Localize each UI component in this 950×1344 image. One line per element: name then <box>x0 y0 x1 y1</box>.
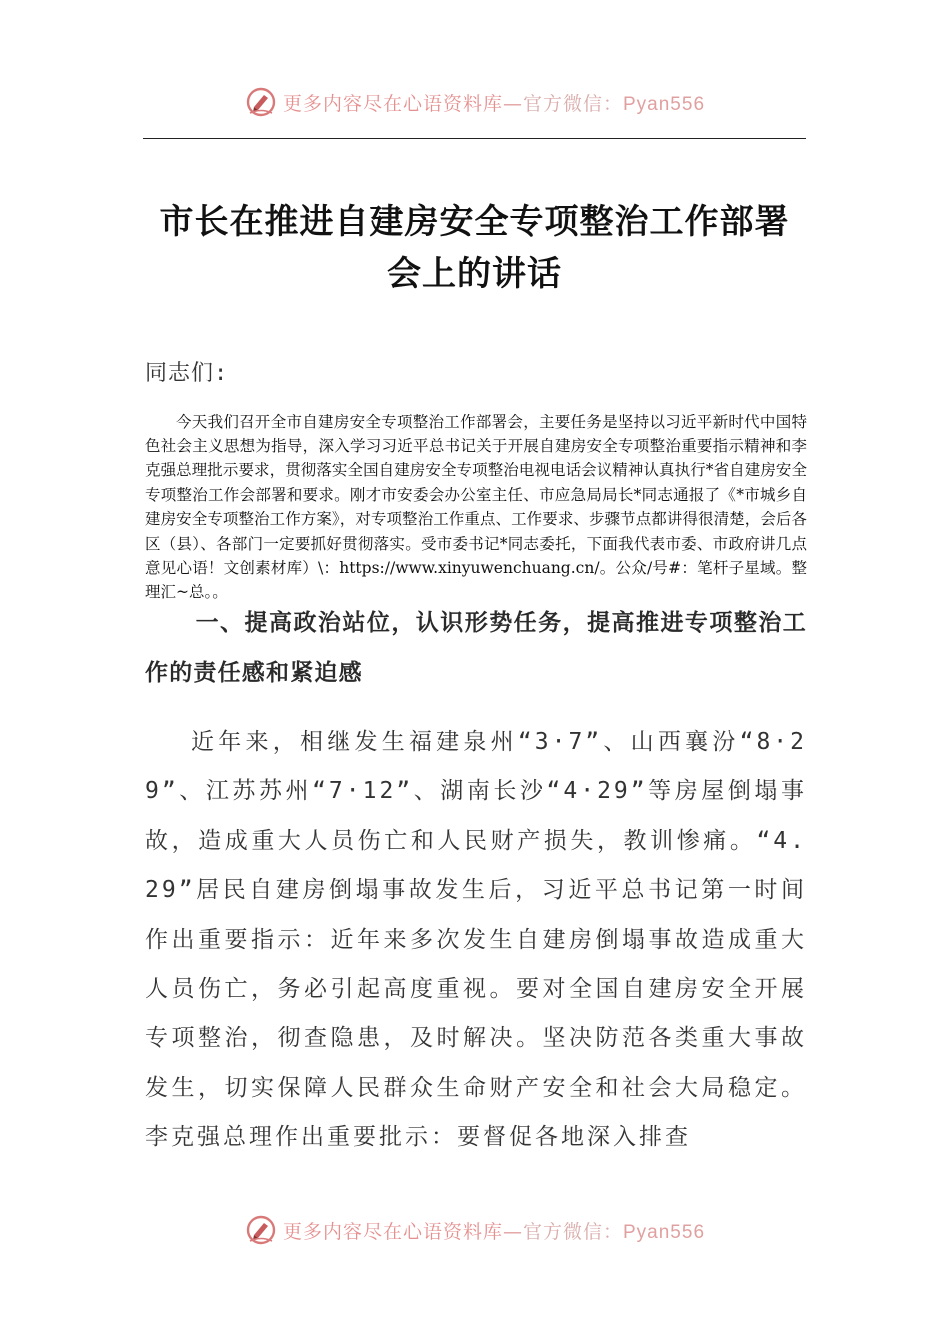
body-paragraph: 近年来，相继发生福建泉州“3·7”、山西襄汾“8·29”、江苏苏州“7·12”、湖南长沙“4·29”等房屋倒塌事故，造成重大人员伤亡和人民财产损失，教训惨痛。“4.29”居民自建房倒塌事故发生后，习近平总书记第一时间作出重要指示：近年来多次发生自建房倒塌事故造成重大人员伤亡，务必引起高度重视。要对全国自建房安全开展专项整治，彻查隐患，及时解决。坚决防范各类重大事故发生，切实保障人民群众生命财产安全和社会大局稳定。李克强总理作出重要批示：要督促各地深入排查 <box>145 729 807 1151</box>
banner-slogan: 更多内容尽在心语资料库 <box>282 1220 503 1243</box>
pen-writing-logo-icon <box>245 86 277 118</box>
title-line-1: 市长在推进自建房安全专项整治工作部署 <box>159 202 790 242</box>
title-line-2: 会上的讲话 <box>387 254 562 294</box>
header-banner-text <box>283 89 705 116</box>
footer-banner-text <box>283 1217 705 1244</box>
header-banner <box>0 82 950 122</box>
banner-dash: — <box>502 1220 523 1243</box>
document-title <box>143 196 806 300</box>
banner-slogan: 更多内容尽在心语资料库 <box>282 92 503 115</box>
intro-paragraph: 今天我们召开全市自建房安全专项整治工作部署会，主要任务是坚持以习近平新时代中国特色社会主义思想为指导，深入学习习近平总书记关于开展自建房安全专项整治重要指示精神和李克强总理批示要求，贯彻落实全国自建房安全专项整治电视电话会议精神认真执行*省自建房安全专项整治工作会部署和要求。刚才市安委会办公室主任、市应急局局长*同志通报了《*市城乡自建房安全专项整治工作方案》，对专项整治工作重点、工作要求、步骤节点都讲得很清楚，会后各区（县）、各部门一定要抓好贯彻落实。受市委书记*同志委托，下面我代表市委、市政府讲几点意见心语！文创素材库）\：https://www.xinyuwenchuang.cn/。公众/号#：笔杆子星域。整理汇~总。。 <box>145 412 807 602</box>
banner-wechat-label: 官方微信： <box>522 1220 623 1243</box>
banner-dash: — <box>502 92 523 115</box>
header-divider <box>143 138 806 139</box>
section-heading: 一、提高政治站位，认识形势任务，提高推进专项整治工作的责任感和紧迫感 <box>145 610 807 686</box>
banner-wechat-id: Pyan556 <box>623 93 706 115</box>
banner-wechat-label: 官方微信： <box>522 92 623 115</box>
banner-wechat-id: Pyan556 <box>623 1221 706 1243</box>
pen-writing-logo-icon <box>245 1214 277 1246</box>
footer-banner <box>0 1210 950 1250</box>
salutation: 同志们: <box>145 361 229 386</box>
